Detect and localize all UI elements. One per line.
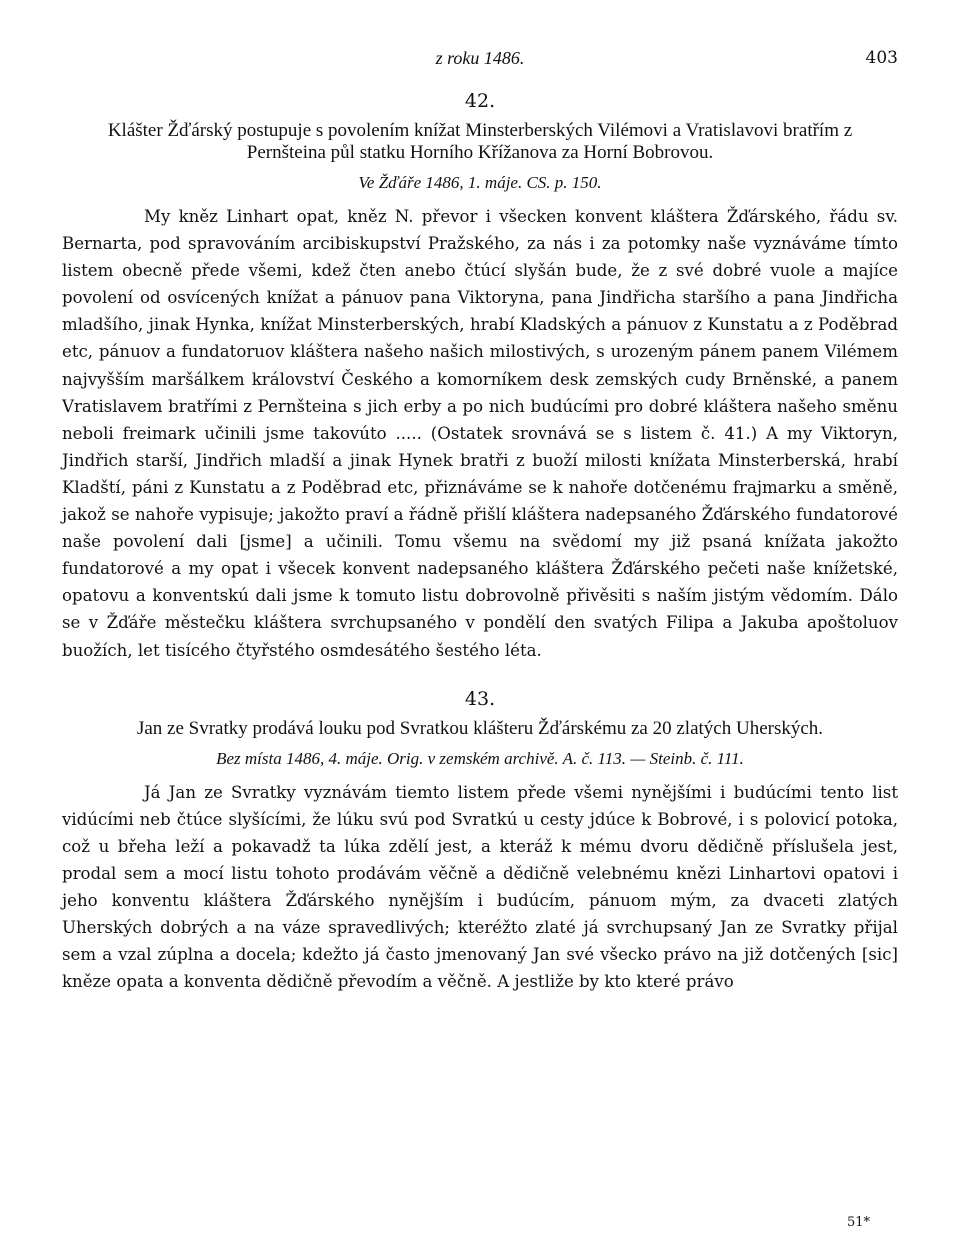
document-body-text: Já Jan ze Svratky vyznávám tiemto listem přede všemi nynějšími i budúcími tento list vidúcími neb čtúce slyšícími, že lúku svú pod Svratkú u cesty jdúce k Bobrové, i s polovicí potoka, což u břeha leží a pokavadž ta lúka zdělí jest, a kteráž k mému dvoru dědičně příslušela jest, prodal sem a mocí listu tohoto prodávám věčně a dědičně velebnému knězi Linhartovi opatovi i jeho konventu kláštera Žďárského nynějším i budúcím, pánuom mým, za dvaceti zlatých Uherských dobrých a na váze spravedlivých; kteréžto zlaté já svrchupsaný Jan ze Svratky přijal sem a vzal zúplna a docela; kdežto já často jmenovaný Jan své všecko právo na již dotčených [sic] kněze opata a konventa dědičně převodím a věčně. A jestliže by kto které právo <box>62 782 898 992</box>
document-number: 43. <box>464 687 496 710</box>
document-page <box>62 42 898 1232</box>
page-number: 403 <box>865 48 898 68</box>
document-source-note: Bez místa 1486, 4. máje. Orig. v zemském archivě. A. č. 113. — Steinb. č. 111. <box>216 748 744 768</box>
running-header <box>62 42 898 72</box>
document-body-text: My kněz Linhart opat, kněz N. převor i všecken konvent kláštera Žďárského, řádu sv. Bernarta, pod spravováním arcibiskupství Pražského, za nás i za potomky naše vyznáváme tímto listem obecně přede všemi, kdež čten anebo čtúcí slyšán bude, že z své dobré vuole a majíce povolení od osvícených knížat a pánuov pana Viktoryna, pana Jindřicha staršího a pana Jindřicha mladšího, jinak Hynka, knížat Minsterberských, hrabí Kladských a pánuov z Kunstatu a z Poděbrad etc, pánuov a fundatoruov kláštera našeho našich milostivých, s urozeným pánem panem Vilémem najvyšším maršálkem království Českého a komorníkem desk zemských cudy Brněnské, a panem Vratislavem bratřími z Pernšteina s jich erby a po nich budúcími pro dobré kláštera našeho směnu neboli freimark učinili jsme takovúto ..... (Ostatek srovnává se s listem č. 41.) A my Viktoryn, Jindřich starší, Jindřich mladší a jinak Hynek bratři z buoží milosti knížata Minsterberská, hrabí Kladští, páni z Kunstatu a z Poděbrad etc, přiznáváme se k nahoře dotčenému frajmarku a směně, jakož se nahoře vypisuje; jakožto praví a řádně přišlí kláštera nadepsaného Žďárského fundatorové naše povolení dali [jsme] a učinili. Tomu všemu na svědomí my již psaná knížata jakožto fundatorové a my opat i všecek konvent nadepsaného kláštera Žďárského pečeti naše knížetské, opatovu a konventskú dali jsme k tomuto listu dobrovolně přivěsiti s naším jistým vědomím. Dálo se v Žďáře městečku kláštera svrchupsaného v pondělí den svatých Filipa a Jakuba apoštoluov buožích, let tisícého čtyřstého osmdesátého šestého léta. <box>62 207 898 660</box>
document-43 <box>62 688 898 996</box>
document-summary: Klášter Žďárský postupuje s povolením knížat Minsterberských Vilémovi a Vratislavovi bratřím z Pernšteina půl statku Horního Křížanova za Horní Bobrovou. <box>107 120 853 163</box>
document-source-note: Ve Žďáře 1486, 1. máje. CS. p. 150. <box>358 173 602 192</box>
document-number: 42. <box>464 90 496 112</box>
document-summary: Jan ze Svratky prodává louku pod Svratkou klášteru Žďárskému za 20 zlatých Uherských. <box>136 717 824 739</box>
document-42 <box>62 90 898 664</box>
printer-signature-mark: 51* <box>846 1215 870 1230</box>
running-title: z roku 1486. <box>435 48 525 68</box>
